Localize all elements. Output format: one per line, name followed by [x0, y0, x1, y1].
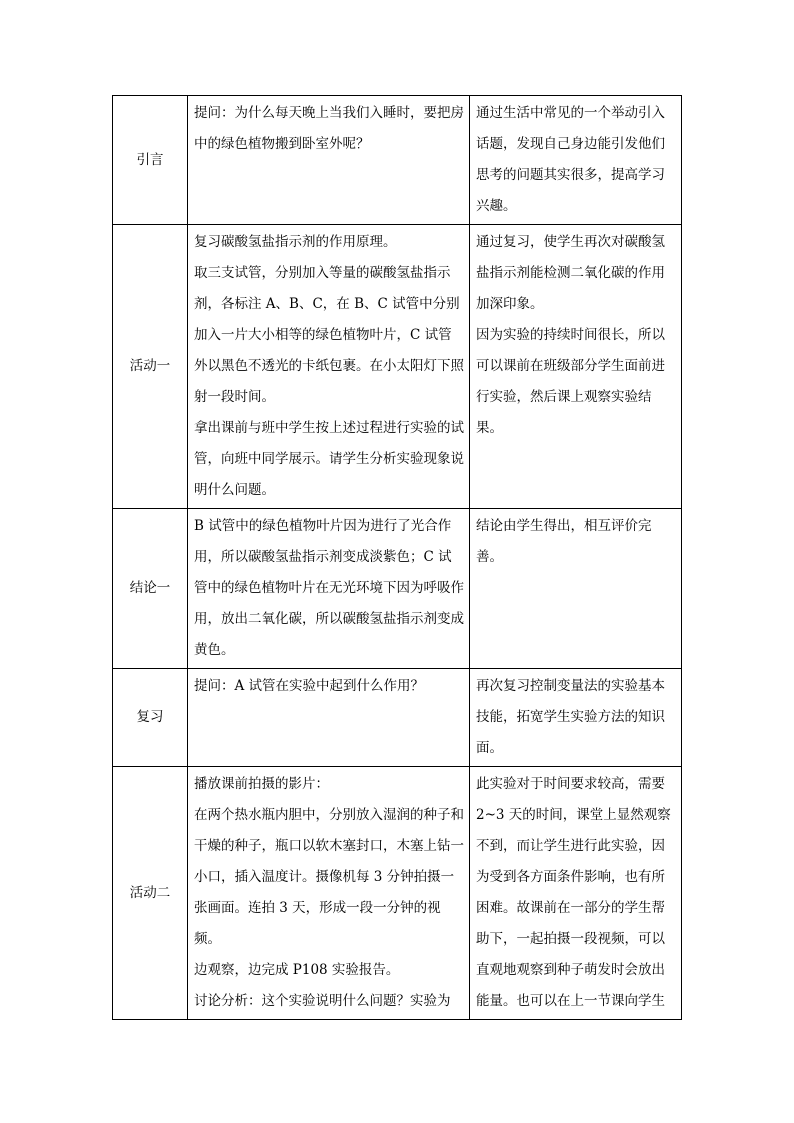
process-cell — [188, 225, 470, 509]
process-text: B 试管中的绿色植物叶片因为进行了光合作用，所以碳酸氢盐指示剂变成淡紫色；C 试管中的绿色植物叶片在无光环境下因为呼吸作用，放出二氧化碳，所以碳酸氢盐指示剂变成黄色。 — [194, 518, 464, 658]
table-row — [113, 669, 682, 767]
intent-text: 此实验对于时间要求较高，需要 2~3 天的时间，课堂上显然观察不到，而让学生进行此实验，因为受到各方面条件影响，也有所困难。故课前在一部分的学生帮助下，一起拍摄一段视频，可以直观地观察到种子萌发时会放出能量。也可以在上一节课向学生 — [476, 776, 671, 1009]
intent-cell — [470, 669, 682, 767]
process-cell — [188, 96, 470, 225]
intent-text: 通过生活中常见的一个举动引入话题，发现自己身边能引发他们思考的问题其实很多，提高学习兴趣。 — [476, 105, 665, 214]
intent-text: 结论由学生得出，相互评价完善。 — [476, 518, 652, 565]
stage-cell: 复习 — [113, 669, 188, 767]
intent-text: 通过复习，使学生再次对碳酸氢盐指示剂能检测二氧化碳的作用加深印象。 — [476, 234, 665, 312]
process-text: 提问：A 试管在实验中起到什么作用？ — [194, 678, 425, 694]
intent-cell — [470, 225, 682, 509]
stage-cell: 引言 — [113, 96, 188, 225]
process-text: 取三支试管，分别加入等量的碳酸氢盐指示剂，各标注 A、B、C，在 B、C 试管中分别加入一片大小相等的绿色植物叶片，C 试管外以黑色不透光的卡纸包裹。在小太阳灯下照射一段时间。 — [194, 265, 464, 405]
lesson-plan-table — [112, 95, 682, 1020]
process-text: 复习碳酸氢盐指示剂的作用原理。 — [194, 234, 397, 250]
stage-cell: 活动一 — [113, 225, 188, 509]
stage-cell: 活动二 — [113, 767, 188, 1020]
table-row — [113, 225, 682, 509]
process-text: 边观察，边完成 P108 实验报告。 — [194, 962, 400, 978]
intent-cell — [470, 96, 682, 225]
process-cell — [188, 509, 470, 669]
intent-text: 再次复习控制变量法的实验基本技能，拓宽学生实验方法的知识面。 — [476, 678, 665, 756]
process-cell — [188, 669, 470, 767]
table-row — [113, 96, 682, 225]
process-text: 讨论分析：这个实验说明什么问题？实验为 — [194, 993, 451, 1009]
process-text: 播放课前拍摄的影片： — [194, 776, 329, 792]
intent-cell — [470, 509, 682, 669]
process-text: 在两个热水瓶内胆中，分别放入湿润的种子和干燥的种子，瓶口以软木塞封口，木塞上钻一小口，插入温度计。摄像机每 3 分钟拍摄一张画面。连拍 3 天，形成一段一分钟的视频。 — [194, 807, 464, 947]
process-text: 拿出课前与班中学生按上述过程进行实验的试管，向班中同学展示。请学生分析实验现象说明什么问题。 — [194, 420, 464, 498]
table-row — [113, 767, 682, 1020]
table-row — [113, 509, 682, 669]
process-cell — [188, 767, 470, 1020]
stage-cell: 结论一 — [113, 509, 188, 669]
intent-text: 因为实验的持续时间很长，所以可以课前在班级部分学生面前进行实验，然后课上观察实验结果。 — [476, 327, 665, 436]
intent-cell — [470, 767, 682, 1020]
process-text: 提问：为什么每天晚上当我们入睡时，要把房中的绿色植物搬到卧室外呢？ — [194, 105, 464, 152]
